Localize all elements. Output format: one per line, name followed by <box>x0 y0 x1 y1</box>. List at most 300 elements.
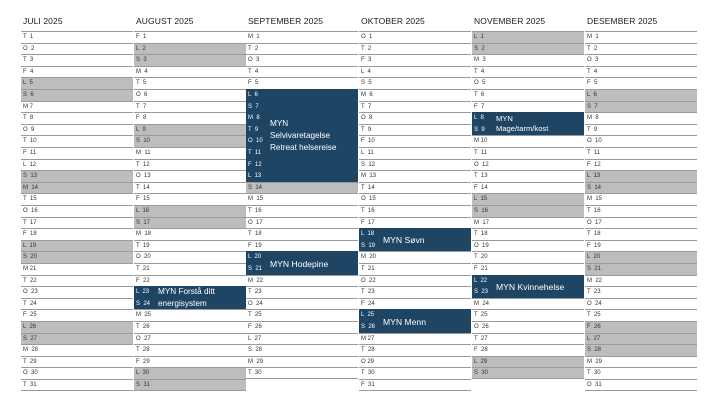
day-row[interactable] <box>585 54 697 66</box>
day-row[interactable] <box>359 344 471 356</box>
day-row[interactable] <box>585 275 697 287</box>
day-label: T 23 <box>361 289 375 296</box>
day-label: F 22 <box>136 277 150 284</box>
day-row[interactable] <box>134 275 246 287</box>
day-row[interactable] <box>585 286 697 298</box>
day-row[interactable] <box>246 321 358 333</box>
day-row[interactable] <box>21 321 133 333</box>
day-row[interactable] <box>134 321 246 333</box>
day-row[interactable] <box>134 54 246 66</box>
day-row[interactable] <box>472 309 584 321</box>
day-row[interactable] <box>21 356 133 368</box>
day-label: S 21 <box>587 266 602 272</box>
day-row[interactable] <box>21 275 133 287</box>
day-row[interactable] <box>246 205 358 217</box>
day-row[interactable] <box>472 263 584 275</box>
day-row[interactable] <box>246 89 358 101</box>
day-label: T 8 <box>23 115 34 122</box>
day-row[interactable] <box>134 333 246 345</box>
day-label: O 22 <box>361 277 376 284</box>
day-label: T 9 <box>248 126 259 133</box>
day-row[interactable] <box>359 367 471 379</box>
day-row[interactable] <box>246 356 358 368</box>
day-row[interactable] <box>246 193 358 205</box>
day-label: O 9 <box>23 126 35 133</box>
day-row[interactable] <box>472 240 584 252</box>
day-row[interactable] <box>21 182 133 194</box>
day-row[interactable] <box>21 240 133 252</box>
day-label: S 19 <box>361 242 376 249</box>
day-row[interactable] <box>246 344 358 356</box>
day-label: F 29 <box>136 358 150 365</box>
day-label: F 5 <box>248 80 259 87</box>
day-row[interactable] <box>359 77 471 89</box>
day-row[interactable] <box>472 298 584 310</box>
day-row[interactable] <box>359 31 471 43</box>
day-row[interactable] <box>359 182 471 194</box>
day-row[interactable] <box>472 193 584 205</box>
day-row[interactable] <box>359 54 471 66</box>
day-row[interactable] <box>472 356 584 368</box>
day-row[interactable] <box>21 228 133 240</box>
day-label: T 4 <box>474 68 485 75</box>
day-row[interactable] <box>585 112 697 124</box>
day-label: S 20 <box>23 254 38 261</box>
day-label: S 24 <box>136 300 151 307</box>
day-label: T 16 <box>361 208 375 214</box>
day-label: T 14 <box>136 184 150 191</box>
day-label: L 2 <box>136 45 146 52</box>
day-row[interactable] <box>246 333 358 345</box>
day-label: L 13 <box>248 173 262 180</box>
day-row[interactable] <box>359 147 471 159</box>
day-label: S 13 <box>23 173 38 180</box>
day-row[interactable] <box>21 379 133 391</box>
day-label: T 21 <box>361 266 375 272</box>
day-label: T 25 <box>587 312 601 319</box>
event-label[interactable] <box>270 118 336 154</box>
day-row[interactable] <box>585 43 697 55</box>
day-row[interactable] <box>359 275 471 287</box>
day-label: L 23 <box>136 289 150 296</box>
day-label: F 14 <box>474 184 488 191</box>
day-row[interactable] <box>134 217 246 229</box>
day-row[interactable] <box>134 182 246 194</box>
day-row[interactable] <box>134 124 246 136</box>
day-row[interactable] <box>472 182 584 194</box>
day-label: T 18 <box>587 231 601 238</box>
day-row[interactable] <box>21 135 133 147</box>
day-row[interactable] <box>21 286 133 298</box>
day-label: O 24 <box>587 300 602 307</box>
day-row[interactable] <box>134 43 246 55</box>
day-row[interactable] <box>472 344 584 356</box>
day-row[interactable] <box>134 356 246 368</box>
day-row[interactable] <box>472 135 584 147</box>
day-label: M 6 <box>361 92 373 98</box>
day-row[interactable] <box>472 333 584 345</box>
month-title: DESEMBER 2025 <box>587 16 658 26</box>
day-row[interactable] <box>585 367 697 379</box>
day-row[interactable] <box>585 344 697 356</box>
day-label: T 21 <box>136 266 150 272</box>
day-row[interactable] <box>585 240 697 252</box>
day-row[interactable] <box>359 379 471 391</box>
day-row[interactable] <box>359 112 471 124</box>
day-row[interactable] <box>472 228 584 240</box>
day-row[interactable] <box>134 66 246 78</box>
event-label[interactable] <box>383 234 425 246</box>
day-row[interactable] <box>21 367 133 379</box>
day-row[interactable] <box>359 170 471 182</box>
day-row[interactable] <box>134 159 246 171</box>
month-column <box>246 0 358 405</box>
day-row[interactable] <box>472 147 584 159</box>
day-label: S 27 <box>23 335 38 342</box>
day-label: O 10 <box>248 138 263 145</box>
day-label: T 6 <box>474 92 485 98</box>
day-row[interactable] <box>134 135 246 147</box>
day-label: L 12 <box>23 161 37 168</box>
day-label: F 12 <box>248 161 262 168</box>
month-column <box>472 0 584 405</box>
day-label: S 28 <box>248 347 263 354</box>
day-row[interactable] <box>246 367 358 379</box>
month-title: AUGUST 2025 <box>136 16 194 26</box>
month-column <box>585 0 697 405</box>
day-label: L 1 <box>474 34 484 40</box>
day-row[interactable] <box>585 309 697 321</box>
day-label: S 26 <box>361 324 376 330</box>
day-label: L 25 <box>361 312 375 319</box>
day-label: O 13 <box>136 173 151 180</box>
day-row[interactable] <box>134 367 246 379</box>
day-label: M 11 <box>136 150 151 156</box>
day-label: T 10 <box>23 138 37 145</box>
day-label: L 11 <box>361 150 374 156</box>
day-label: O 23 <box>23 289 38 296</box>
day-row[interactable] <box>585 205 697 217</box>
day-label: L 26 <box>23 324 37 330</box>
day-label: F 17 <box>361 219 375 226</box>
day-row[interactable] <box>21 159 133 171</box>
day-label: S 14 <box>587 184 602 191</box>
day-row[interactable] <box>246 43 358 55</box>
day-label: M 3 <box>474 57 486 64</box>
day-label: O 20 <box>136 254 151 261</box>
day-label: O 6 <box>136 92 148 98</box>
day-row[interactable] <box>21 344 133 356</box>
day-label: O 17 <box>587 219 602 226</box>
day-label: O 16 <box>23 208 38 214</box>
day-row[interactable] <box>472 205 584 217</box>
day-label: T 1 <box>23 34 34 40</box>
day-label: S 7 <box>587 103 598 110</box>
month-column <box>21 0 133 405</box>
day-label: F 11 <box>23 150 37 156</box>
month-title: SEPTEMBER 2025 <box>248 16 324 26</box>
day-row[interactable] <box>21 193 133 205</box>
day-label: T 11 <box>587 150 601 156</box>
day-label: M 25 <box>136 312 152 319</box>
day-label: L 15 <box>474 196 488 203</box>
month-title: OKTOBER 2025 <box>361 16 425 26</box>
day-row[interactable] <box>585 251 697 263</box>
event-line: MYN Hodepine <box>270 258 329 269</box>
day-label: O 27 <box>136 335 151 342</box>
day-row[interactable] <box>585 135 697 147</box>
day-row[interactable] <box>134 112 246 124</box>
day-label: O 2 <box>23 45 35 52</box>
day-label: T 4 <box>248 68 259 75</box>
day-row[interactable] <box>21 217 133 229</box>
day-label: T 24 <box>23 300 37 307</box>
day-label: F 24 <box>361 300 375 307</box>
event-line: MYN Forstå ditt <box>158 287 215 297</box>
day-label: F 26 <box>248 324 262 330</box>
day-row[interactable] <box>585 31 697 43</box>
event-line: MYN <box>270 118 289 128</box>
day-row[interactable] <box>21 124 133 136</box>
day-row[interactable] <box>246 182 358 194</box>
day-label: T 11 <box>474 150 488 156</box>
day-row[interactable] <box>472 170 584 182</box>
day-label: M 29 <box>248 358 264 365</box>
day-label: T 22 <box>23 277 37 284</box>
day-label: L 20 <box>248 254 262 261</box>
day-row[interactable] <box>134 251 246 263</box>
day-label: M 8 <box>248 115 260 122</box>
month-title: JULI 2025 <box>23 16 63 26</box>
day-row[interactable] <box>585 124 697 136</box>
day-row[interactable] <box>359 89 471 101</box>
day-label: T 31 <box>23 382 37 388</box>
day-row[interactable] <box>21 89 133 101</box>
day-row[interactable] <box>21 101 133 113</box>
event-line: Selvivaretagelse <box>270 130 331 140</box>
day-label: O 31 <box>587 382 602 388</box>
day-row[interactable] <box>585 170 697 182</box>
day-row[interactable] <box>359 66 471 78</box>
day-label: T 2 <box>248 45 259 52</box>
day-label: T 9 <box>361 126 372 133</box>
day-label: M 29 <box>587 358 603 365</box>
day-row[interactable] <box>472 101 584 113</box>
day-label: F 12 <box>587 161 601 168</box>
day-label: M 18 <box>136 231 152 238</box>
day-row[interactable] <box>246 77 358 89</box>
day-row[interactable] <box>134 147 246 159</box>
day-row[interactable] <box>472 77 584 89</box>
day-row[interactable] <box>21 54 133 66</box>
day-row[interactable] <box>21 309 133 321</box>
day-row[interactable] <box>359 159 471 171</box>
day-label: L 27 <box>248 335 262 342</box>
day-label: T 3 <box>23 57 34 64</box>
day-label: T 7 <box>361 103 372 110</box>
day-row[interactable] <box>134 89 246 101</box>
day-row[interactable] <box>246 240 358 252</box>
day-row[interactable] <box>359 298 471 310</box>
day-row[interactable] <box>246 217 358 229</box>
day-label: L 27 <box>587 335 601 342</box>
day-row[interactable] <box>21 298 133 310</box>
day-row[interactable] <box>359 217 471 229</box>
day-row[interactable] <box>472 89 584 101</box>
day-label: L 6 <box>248 92 258 98</box>
day-row[interactable] <box>21 263 133 275</box>
day-row[interactable] <box>21 66 133 78</box>
day-label: T 2 <box>587 45 598 52</box>
day-label: T 23 <box>587 289 601 296</box>
day-row[interactable] <box>246 101 358 113</box>
day-row[interactable] <box>585 182 697 194</box>
day-row[interactable] <box>359 205 471 217</box>
day-row[interactable] <box>585 66 697 78</box>
day-row[interactable] <box>359 286 471 298</box>
day-row[interactable] <box>134 77 246 89</box>
day-row[interactable] <box>21 170 133 182</box>
day-row[interactable] <box>472 66 584 78</box>
day-row[interactable] <box>585 89 697 101</box>
event-line: energisystem <box>158 299 207 309</box>
day-row[interactable] <box>585 228 697 240</box>
day-label: T 25 <box>474 312 488 319</box>
day-row[interactable] <box>585 147 697 159</box>
day-row[interactable] <box>246 309 358 321</box>
day-row[interactable] <box>472 367 584 379</box>
day-label: M 1 <box>248 34 260 40</box>
day-row[interactable] <box>359 333 471 345</box>
day-label: L 29 <box>474 358 488 365</box>
day-label: T 11 <box>248 150 262 156</box>
day-row[interactable] <box>585 298 697 310</box>
day-label: L 5 <box>23 80 33 87</box>
day-row[interactable] <box>585 159 697 171</box>
day-row[interactable] <box>585 333 697 345</box>
day-label: M 27 <box>361 335 375 342</box>
day-row[interactable] <box>134 379 246 391</box>
day-label: M 4 <box>136 68 148 75</box>
day-row[interactable] <box>472 217 584 229</box>
day-label: T 18 <box>474 231 488 238</box>
day-label: L 16 <box>136 208 150 214</box>
event-label[interactable] <box>383 316 426 328</box>
day-row[interactable] <box>21 251 133 263</box>
day-row[interactable] <box>585 321 697 333</box>
day-row[interactable] <box>21 205 133 217</box>
event-label[interactable] <box>496 281 564 293</box>
day-row[interactable] <box>246 54 358 66</box>
day-row[interactable] <box>585 379 697 391</box>
day-label: O 24 <box>248 300 263 307</box>
day-label: S 14 <box>248 184 263 191</box>
day-row[interactable] <box>246 66 358 78</box>
day-label: L 9 <box>136 126 146 133</box>
day-row[interactable] <box>472 321 584 333</box>
day-row[interactable] <box>359 251 471 263</box>
day-row[interactable] <box>585 263 697 275</box>
day-row[interactable] <box>134 309 246 321</box>
event-line: MYN Kvinnehelse <box>496 281 565 292</box>
day-label: S 3 <box>136 57 147 64</box>
day-row[interactable] <box>134 101 246 113</box>
day-row[interactable] <box>246 31 358 43</box>
day-label: M 15 <box>587 196 603 203</box>
day-row[interactable] <box>585 217 697 229</box>
day-label: M 28 <box>23 347 39 354</box>
day-row[interactable] <box>21 77 133 89</box>
day-label: L 8 <box>474 115 484 122</box>
day-row[interactable] <box>134 228 246 240</box>
day-label: S 5 <box>361 80 372 87</box>
day-row[interactable] <box>134 240 246 252</box>
day-row[interactable] <box>134 31 246 43</box>
day-row[interactable] <box>359 101 471 113</box>
day-row[interactable] <box>134 193 246 205</box>
day-label: L 30 <box>136 370 150 377</box>
day-row[interactable] <box>585 101 697 113</box>
day-row[interactable] <box>134 344 246 356</box>
day-row[interactable] <box>246 159 358 171</box>
day-row[interactable] <box>472 159 584 171</box>
day-row[interactable] <box>21 147 133 159</box>
event-label[interactable] <box>496 114 548 134</box>
event-label[interactable] <box>158 286 215 310</box>
day-label: T 18 <box>248 231 262 238</box>
day-row[interactable] <box>134 205 246 217</box>
day-row[interactable] <box>472 251 584 263</box>
day-label: L 22 <box>474 277 488 284</box>
day-row[interactable] <box>21 43 133 55</box>
event-line: Mage/tarm/kost <box>496 124 549 134</box>
day-label: T 14 <box>361 184 375 191</box>
day-row[interactable] <box>472 43 584 55</box>
day-label: T 7 <box>136 103 147 110</box>
day-row[interactable] <box>472 31 584 43</box>
day-row[interactable] <box>359 135 471 147</box>
day-row[interactable] <box>246 275 358 287</box>
day-row[interactable] <box>246 298 358 310</box>
day-label: F 3 <box>361 57 372 64</box>
day-row[interactable] <box>21 31 133 43</box>
day-row[interactable] <box>21 333 133 345</box>
event-label[interactable] <box>270 258 328 270</box>
day-row[interactable] <box>246 228 358 240</box>
day-row[interactable] <box>134 263 246 275</box>
day-row[interactable] <box>246 170 358 182</box>
day-row[interactable] <box>472 54 584 66</box>
day-label: S 10 <box>136 138 151 145</box>
day-row[interactable] <box>585 356 697 368</box>
day-row[interactable] <box>359 193 471 205</box>
day-row[interactable] <box>134 170 246 182</box>
day-label: M 7 <box>23 103 34 110</box>
day-row[interactable] <box>359 263 471 275</box>
day-label: T 17 <box>23 219 37 226</box>
day-row[interactable] <box>359 124 471 136</box>
day-row[interactable] <box>246 286 358 298</box>
day-row[interactable] <box>359 43 471 55</box>
day-row[interactable] <box>359 356 471 368</box>
day-row[interactable] <box>585 193 697 205</box>
day-label: S 12 <box>361 161 376 168</box>
day-label: M 21 <box>23 266 37 272</box>
day-label: L 6 <box>587 92 597 98</box>
day-row[interactable] <box>585 77 697 89</box>
day-label: T 30 <box>587 370 601 377</box>
day-row[interactable] <box>21 112 133 124</box>
